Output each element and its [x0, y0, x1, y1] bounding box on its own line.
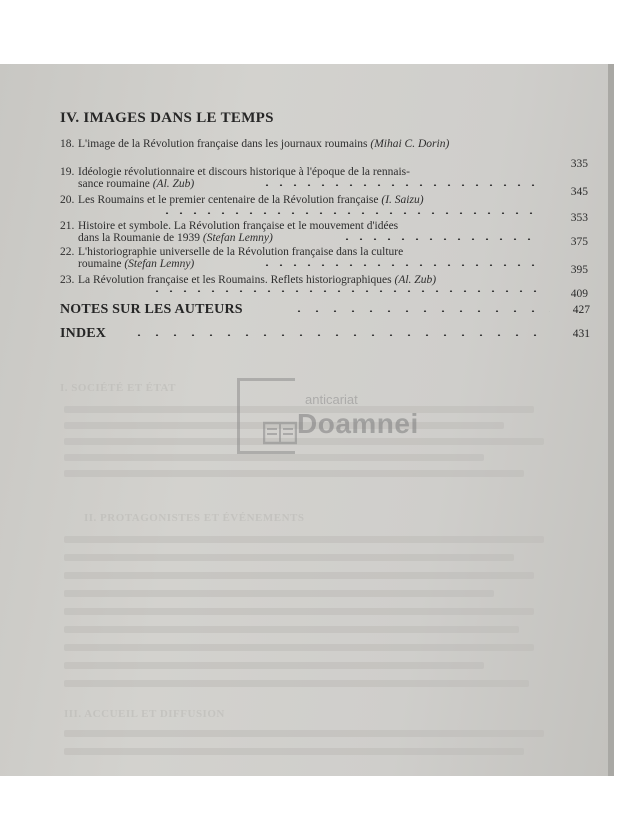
notes-label: NOTES SUR LES AUTEURS	[60, 302, 243, 317]
watermark-big-text: Doamnei	[297, 408, 419, 439]
leader-dots	[150, 290, 540, 292]
bleed-through-line	[64, 590, 494, 597]
bleed-through-line	[64, 680, 529, 687]
entry-author: (Stefan Lemny)	[124, 258, 195, 270]
entry-title	[78, 166, 548, 190]
toc-entry[interactable]	[60, 194, 590, 218]
entry-number: 23.	[60, 274, 75, 286]
entry-page-number: 409	[570, 288, 588, 300]
entry-author: (Mihai C. Dorin)	[370, 138, 450, 150]
toc-entry[interactable]	[60, 138, 590, 162]
entry-author: (Al. Zub)	[152, 178, 195, 190]
leader-dots	[260, 184, 540, 186]
bleed-through-line	[64, 730, 544, 737]
entry-title-text: Idéologie révolutionnaire et discours historique à l'époque de la rennais-	[78, 166, 410, 178]
bleed-through-line	[64, 644, 534, 651]
leader-dots	[260, 264, 540, 266]
bleed-through-line	[64, 470, 524, 477]
leader-dots	[160, 212, 540, 214]
watermark-small-text: anticariat	[305, 392, 358, 407]
toc-entry[interactable]	[60, 166, 590, 190]
entry-title	[78, 138, 548, 150]
entry-page-number: 353	[570, 212, 588, 224]
entry-number: 21.	[60, 220, 75, 232]
entry-author: (Al. Zub)	[394, 274, 437, 286]
entry-title-text: La Révolution française et les Roumains. Reflets historiographiques	[78, 274, 395, 286]
entry-title	[78, 246, 548, 270]
entry-title-text: roumaine	[78, 258, 125, 270]
entry-number: 22.	[60, 246, 75, 258]
toc-index-row[interactable]	[60, 326, 590, 344]
bleed-through-line	[64, 748, 524, 755]
entry-author: (I. Saizu)	[381, 194, 424, 206]
toc-notes-row[interactable]	[60, 302, 590, 320]
entry-title-text: Les Roumains et le premier centenaire de la Révolution française	[78, 194, 382, 206]
toc-entry[interactable]	[60, 246, 590, 270]
bleed-through-line	[64, 662, 484, 669]
book-page	[0, 64, 614, 776]
entry-page-number: 345	[570, 186, 588, 198]
leader-dots	[340, 238, 540, 240]
entry-title	[78, 194, 548, 206]
entry-title-text: sance roumaine	[78, 178, 153, 190]
section-title: IV. IMAGES DANS LE TEMPS	[60, 110, 274, 126]
toc-entry[interactable]	[60, 274, 590, 298]
entry-page-number: 335	[570, 158, 588, 170]
bleed-through-heading: III. ACCUEIL ET DIFFUSION	[64, 708, 225, 720]
toc-entry[interactable]	[60, 220, 590, 244]
bleed-through-line	[64, 536, 544, 543]
entry-number: 20.	[60, 194, 75, 206]
entry-title-text: L'historiographie universelle de la Révolution française dans la culture	[78, 246, 404, 258]
entry-title	[78, 220, 548, 244]
entry-author: (Stefan Lemny)	[202, 232, 273, 244]
bleed-through-line	[64, 572, 534, 579]
entry-number: 19.	[60, 166, 75, 178]
entry-title-text: L'image de la Révolution française dans les journaux roumains	[78, 138, 371, 150]
notes-page-number: 427	[572, 304, 590, 316]
index-page-number: 431	[572, 328, 590, 340]
leader-dots	[290, 310, 550, 312]
entry-title-text: Histoire et symbole. La Révolution française et le mouvement d'idées	[78, 220, 399, 232]
bleed-through-line	[64, 608, 534, 615]
leader-dots	[130, 334, 550, 336]
bleed-through-line	[64, 554, 514, 561]
entry-title-text: dans la Roumanie de 1939	[78, 232, 203, 244]
entry-page-number: 395	[570, 264, 588, 276]
bleed-through-heading: II. PROTAGONISTES ET ÉVÉNEMENTS	[84, 512, 305, 524]
entry-page-number: 375	[570, 236, 588, 248]
index-label: INDEX	[60, 326, 107, 341]
bleed-through-line	[64, 626, 519, 633]
book-icon	[263, 420, 297, 446]
bleed-through-heading: I. SOCIÉTÉ ET ÉTAT	[60, 382, 176, 394]
entry-number: 18.	[60, 138, 75, 150]
watermark-logo	[237, 378, 419, 458]
entry-title	[78, 274, 548, 286]
